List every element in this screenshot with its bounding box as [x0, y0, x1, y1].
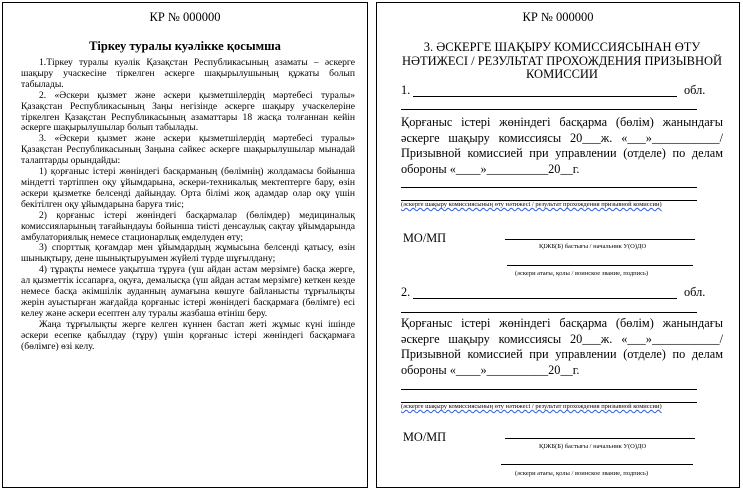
paragraph: 1.Тіркеу туралы куәлік Қазақстан Республикасының азаматы – әскерге шақыру учаскесіне тіркелген әскерге шақырылушының құжаты болып табылады. [21, 57, 355, 90]
page-title: 3. ӘСКЕРГЕ ШАҚЫРУ КОМИССИЯСЫНАН ӨТУ НӘТИЖЕСІ / РЕЗУЛЬТАТ ПРОХОЖДЕНИЯ ПРИЗЫВНОЙ КОМИССИИ [401, 40, 723, 81]
commission-paragraph: Қорғаныс істері жөніндегі басқарма (бөлім) жанындағы әскерге шақыру комиссиясы 20___ж. «___»___________/ Призывной комиссией при управлении (отделе) по делам обороны «____»__________20__г. [401, 115, 723, 176]
signature-line[interactable] [505, 438, 695, 439]
result-caption: (әскерге шақыру комиссиясының өту нәтижесі / результат прохождения призывной комиссии) [401, 201, 662, 208]
paragraph: 4) тұрақты немесе уақытша тұруға (үш айдан астам мерзімге) басқа жерге, ал қызметтік іссапарға, оқуға, демалысқа (үш айдан астам мерзімге) кеткен кезде немесе басқа әкімшілік ауданның аумағына көшуге байланысты тұрғылықты жерін ауыстырған жағдайда қорғаныс істері жөніндегі басқармаға (бөлімге) есі келеу және әскери есептен алу туралы жазбаша өтініш беру. [21, 264, 355, 319]
region-line[interactable] [413, 96, 677, 97]
entry-number: 2. [401, 285, 411, 299]
paragraph: Жаңа тұрғылықты жерге келген күннен бастап жеті жұмыс күні ішінде әскери есепке қабылдау (тұру) үшін қорғаныс істері жөніндегі басқармаға (бөлімге) өзі келу. [21, 318, 355, 352]
regulations-text [21, 58, 355, 352]
result-line[interactable] [401, 187, 697, 188]
page-title: Тіркеу туралы куәлікке қосымша [89, 39, 281, 53]
certificate-number: КР № 000000 [149, 10, 221, 24]
rank-line[interactable] [501, 464, 693, 465]
head-caption: ҚІЖБ(Б) бастығы / начальник У(О)ДО [539, 443, 647, 450]
rank-caption: (әскери атағы, қолы / воинское звание, подпись) [515, 270, 649, 277]
result-caption: (әскерге шақыру комиссиясының өту нәтижесі / результат прохождения призывной комиссии) [401, 403, 662, 410]
head-caption: ҚІЖБ(Б) бастығы / начальник У(О)ДО [539, 243, 647, 250]
region-line-2[interactable] [401, 312, 697, 313]
stamp-label: МО/МП [403, 430, 447, 444]
rank-caption: (әскери атағы, қолы / воинское звание, подпись) [515, 470, 649, 477]
region-label: обл. [684, 285, 706, 299]
result-line[interactable] [401, 389, 697, 390]
paragraph: 2. «Әскери қызмет және әскери қызметшілердің мәртебесі туралы» Қазақстан Республикасының Заңы негізінде әскерге шақыру учаскелеріне тіркелген Қазақстан Республикасының азаматтары 18 жасқа толғаннан кейін әскерге шақырылушылар болып табылады. [21, 89, 355, 134]
signature-line[interactable] [505, 239, 695, 240]
right-page [376, 2, 740, 488]
entry-number: 1. [401, 83, 411, 97]
paragraph: 3. «Әскери қызмет және әскери қызметшілердің мәртебесі туралы» Қазақстан Республикасының Заңына сәйкес әскерге шақырылушылар мынадай талаптарды орындайды: [21, 133, 355, 167]
region-label: обл. [684, 83, 706, 97]
paragraph: 3) спорттық қоғамдар мен ұйымдардың жұмысына белсенді қатысу, өзін шынықтыру, дене шынықтыруымен жүйелі түрде шұғылдану; [21, 242, 355, 265]
certificate-number: КР № 000000 [522, 10, 594, 24]
paragraph: 2) қорғаныс істері жөніндегі басқармалар (бөлімдер) медициналық комиссияларының тағайындауы бойынша тиісті денсаулық сақтау ұйымдарында амбулаториялық немесе стационарлық емделуден өту; [21, 209, 355, 243]
rank-line[interactable] [507, 265, 693, 266]
paragraph: 1) қорғаныс істері жөніндегі басқарманың (бөлімнің) жолдамасы бойынша міндетті тәртіппен оқу ұйымдарына, әскери-техникалық мектептерге бару, өзін әскери қызметке белсенді дайындау. Орта білімі жоқ адамдар олар оқу үшін бекітілген оқу ұйымдарына баруға тиіс; [21, 166, 355, 210]
region-line-2[interactable] [401, 109, 697, 110]
commission-paragraph: Қорғаныс істері жөніндегі басқарма (бөлім) жанындағы әскерге шақыру комиссиясы 20___ж. «___»___________/ Призывной комиссией при управлении (отделе) по делам обороны «____»__________20__г. [401, 316, 723, 377]
left-page [2, 2, 368, 488]
stamp-label: МО/МП [403, 231, 447, 245]
region-line[interactable] [413, 298, 677, 299]
